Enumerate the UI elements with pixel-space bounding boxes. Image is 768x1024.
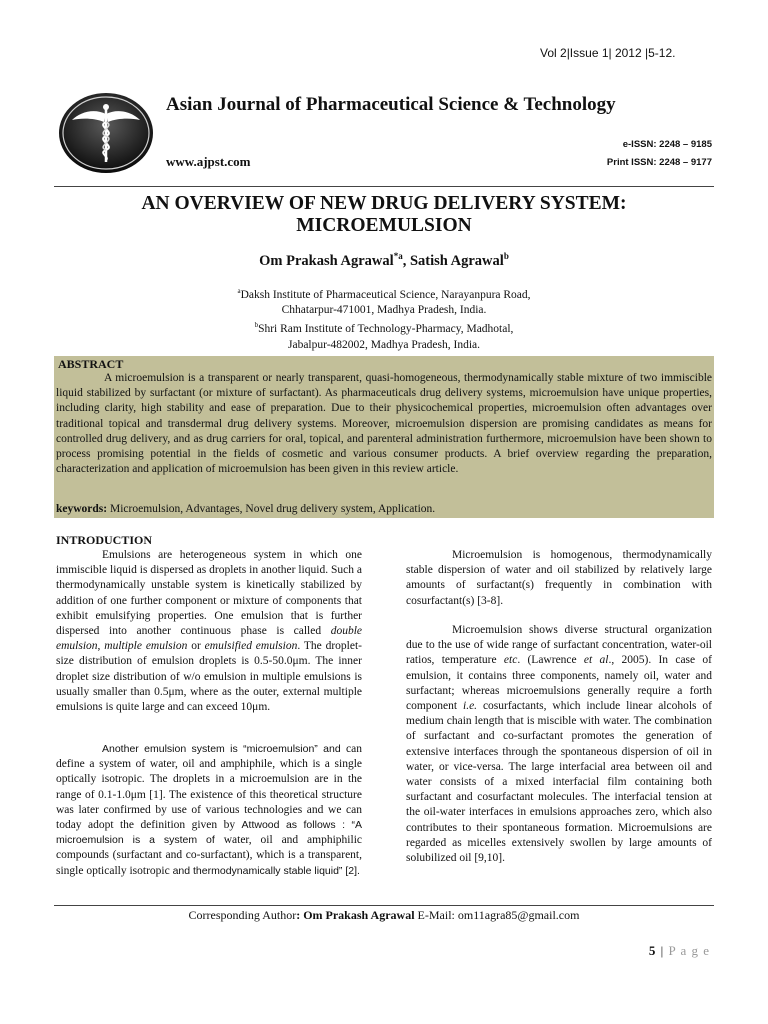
corr-label: Corresponding Author	[188, 908, 297, 922]
abstract-heading: ABSTRACT	[58, 357, 124, 371]
journal-website[interactable]: www.ajpst.com	[166, 154, 251, 169]
author-separator: ,	[402, 252, 410, 269]
page-word: P a g e	[668, 943, 710, 958]
right-p2-text-b: . (Lawrence	[517, 654, 584, 667]
affiliation-b-text: Shri Ram Institute of Technology-Pharmacy, Madhotal,	[258, 323, 514, 336]
left-p1-italic-2: multiple emulsion	[104, 640, 188, 653]
left-p1-text-c: or	[187, 640, 205, 653]
left-p1-italic-1: double emulsion	[56, 625, 362, 653]
journal-logo	[58, 92, 154, 174]
right-p2-italic-1: etc	[503, 654, 518, 667]
author-2: Satish Agrawal	[409, 252, 504, 269]
left-p2-sans-3: and thermodynamically stable liquid” [2].	[172, 864, 360, 877]
abstract-text: A microemulsion is a transparent or nearly transparent, quasi-homogeneous, thermodynamically stable mixture of two immiscible liquid stabilized by surfactant (or mixture of surfactant). As pharmaceuticals drug delivery systems, microemulsion have unique properties, including clarity, high stability and ease of preparation. Due to their physicochemical properties, microemulsion often advantages over traditional topical and transdermal drug delivery systems. Moreover, microemulsion dispersion are promising candidates as means for controlled drug delivery, and as drug carriers for oral, topical, and parenteral administration furthermore, microemulsion have been shown to process promising potential in the fields of cosmetic and various consumer products. A brief overview regarding the preparation, characterization and application of microemulsion has been given in this review article.	[56, 372, 712, 476]
left-p1-text-a: Emulsions are heterogeneous system in which one immiscible liquid is dispersed as droplets in another liquid. Such a thermodynamically unstable system is kinetically stabilized by addition of one further component or mixture of components that exhibit emulsifying properties. One emulsion that is further dispersed into another continuous phase is called	[56, 549, 362, 638]
affiliation-a-text: Daksh Institute of Pharmaceutical Science, Narayanpura Road,	[240, 288, 531, 301]
right-p2-italic-3: i.e.	[463, 700, 478, 713]
section-heading-introduction: INTRODUCTION	[56, 533, 153, 547]
right-p2-text-c: ., 2005). In case of emulsion, it contains three components, namely oil, water and surfactant; whereas microemulsions generally require a forth component	[406, 654, 712, 713]
volume-issue: Vol 2|Issue 1| 2012 |5-12.	[540, 46, 676, 60]
left-p1-italic-3: emulsified emulsion	[204, 640, 298, 653]
affiliation-b-line-2: Jabalpur-482002, Madhya Pradesh, India.	[287, 338, 481, 351]
right-paragraph-1: Microemulsion is homogenous, thermodynamically stable dispersion of water and oil stabilized by relatively large amounts of surfactant(s) frequently in combination with cosurfactant(s) [3-8].	[406, 549, 712, 607]
right-paragraph-2	[406, 623, 712, 866]
keywords-label: keywords:	[56, 503, 108, 515]
page-number-value: 5	[648, 943, 657, 958]
affiliation-b-line-1	[120, 318, 648, 337]
e-issn: e-ISSN: 2248 – 9185	[622, 139, 712, 150]
footer-divider	[54, 905, 714, 906]
author-1-affil-mark: *a	[393, 251, 403, 261]
left-p2-sans-2: Attwood as follows : “A microemulsion is a system of	[56, 819, 362, 847]
left-paragraph-1	[56, 548, 362, 715]
left-p2-text-b: water, oil and amphiphilic compounds (surfactant and co-surfactant), which is a transparent, single optically isotropic	[56, 834, 362, 877]
paper-title-line-2: MICROEMULSION	[296, 215, 472, 236]
corresponding-author	[54, 908, 714, 923]
corr-name: : Om Prakash Agrawal	[296, 908, 415, 922]
paper-title-line-1: AN OVERVIEW OF NEW DRUG DELIVERY SYSTEM:	[141, 193, 627, 214]
left-p2-text-a: can define a system of water, oil and amphiphile, which is a single optically isotropic. The droplets in a microemulsion are in the range of 0.1-1.0μm [1]. The existence of this theoretical structure was later confirmed by use of various technologies and we can today adopt the definition given by	[56, 743, 362, 832]
page-separator: |	[656, 943, 669, 958]
affiliation-a-line-2: Chhatarpur-471001, Madhya Pradesh, India.	[281, 304, 487, 317]
author-2-affil-mark: b	[503, 251, 509, 261]
affiliations	[120, 284, 648, 353]
paper-title	[54, 193, 714, 237]
left-p1-text-d: . The droplet-size distribution of emulsion droplets is 0.5-50.0μm. The inner droplet size distribution of w/o emulsion in multiple emulsions is usually smaller than 0.5μm, where as the outer, external multiple emulsions is quite large and can exceed 10μm.	[56, 640, 363, 714]
print-issn: Print ISSN: 2248 – 9177	[606, 157, 712, 168]
affiliation-a-line-1	[120, 284, 648, 303]
author-list	[54, 251, 714, 270]
keywords	[56, 503, 712, 515]
left-p1-text-b: ,	[97, 640, 105, 653]
keywords-list: Microemulsion, Advantages, Novel drug delivery system, Application.	[107, 503, 436, 515]
affiliation-b-mark: b	[254, 321, 259, 330]
right-p2-italic-2: et al	[583, 654, 609, 667]
left-paragraph-2	[56, 742, 362, 879]
page-number	[600, 943, 710, 959]
header-divider	[54, 186, 714, 187]
left-p2-sans-1: Another emulsion system is “microemulsion” and	[102, 743, 341, 755]
right-p2-text-d: cosurfactants, which include linear alcohols of medium chain length that is miscible with water. The combination of surfactant and co-surfactant promotes the generation of extensive interfaces through the spontaneous dispersion of oil in water, or vice-versa. The large interfacial area between oil and water consists of a mixed interfacial film containing both surfactant and cosurfactant molecules. The interfacial tension at the oil-water interfaces in emulsions approaches zero, which also contributes to their spontaneous formation. Microemulsions are regarded as micelles extensively swollen by large amounts of solubilized oil [9,10].	[406, 700, 712, 865]
journal-title: Asian Journal of Pharmaceutical Science & Technology	[166, 94, 616, 115]
right-p2-text-a: Microemulsion shows diverse structural organization due to the use of wide range of surfactant concentration, water-oil ratios, temperature	[406, 624, 712, 667]
corr-email[interactable]: E-Mail: om11agra85@gmail.com	[414, 908, 580, 922]
author-1: Om Prakash Agrawal	[259, 252, 394, 269]
affiliation-a-mark: a	[237, 287, 241, 295]
